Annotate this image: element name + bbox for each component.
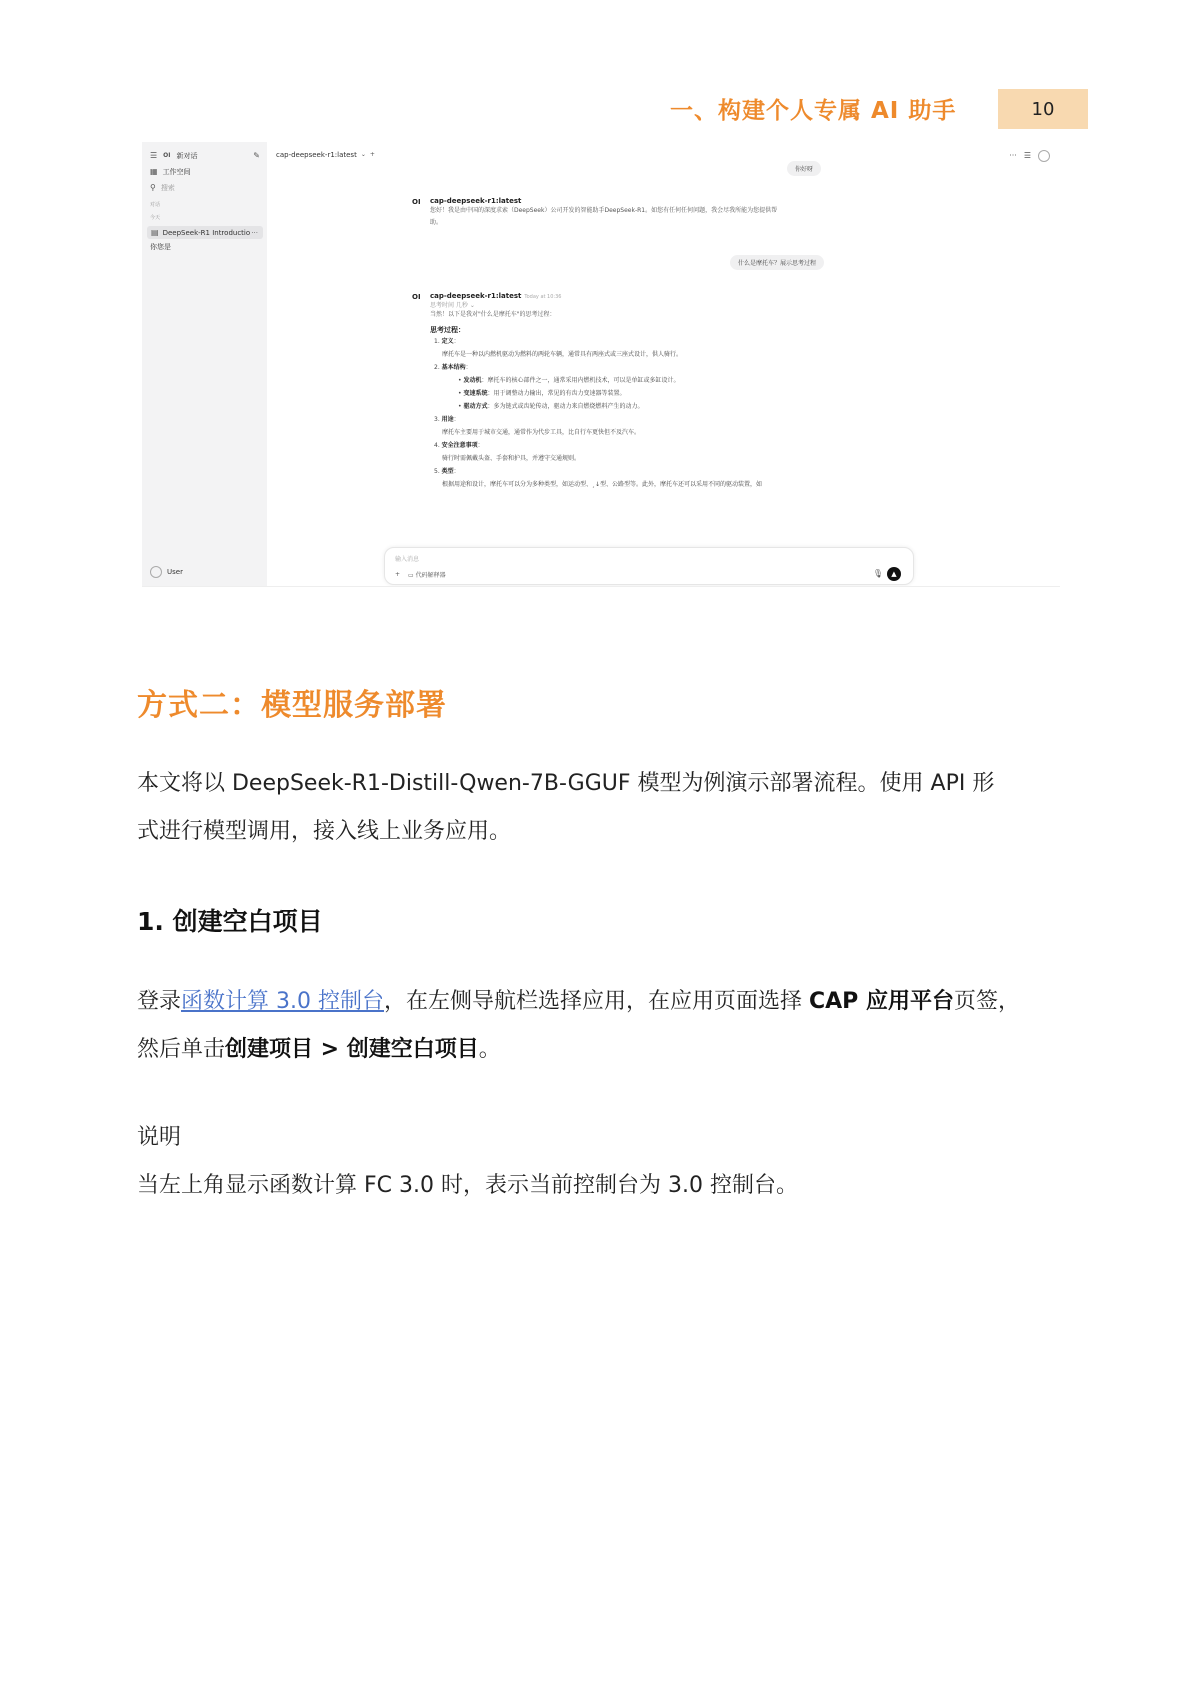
- chat-sidebar: [142, 142, 267, 586]
- assistant-model-name: cap-deepseek-r1:latest: [430, 197, 522, 205]
- list-item: • 驱动方式：多为链式或齿轮传动，驱动力来自燃烧燃料产生的动力。: [458, 403, 644, 410]
- chat-title: DeepSeek-R1 Introductio: [162, 228, 251, 237]
- avatar: [150, 566, 162, 578]
- user-message: 你好呀: [787, 161, 821, 176]
- sidebar-top: [150, 151, 260, 161]
- oi-logo-icon: OI: [412, 198, 421, 206]
- search-icon: ⚲: [150, 183, 156, 192]
- mic-icon[interactable]: 🎙: [872, 569, 883, 578]
- sidebar-item-label: 工作空间: [162, 168, 191, 176]
- note-label: 说明: [137, 1125, 182, 1150]
- sidebar-search[interactable]: [150, 183, 175, 193]
- chevron-down-icon: ⌄: [360, 151, 366, 158]
- note-text: 当左上角显示函数计算 FC 3.0 时，表示当前控制台为 3.0 控制台。: [137, 1173, 798, 1198]
- search-label: 搜索: [160, 184, 175, 192]
- intro-paragraph-line-1: 本文将以 DeepSeek-R1-Distill-Qwen-7B-GGUF 模型为例演示部署流程。使用 API 形: [137, 771, 995, 796]
- sidebar-chat-selected[interactable]: [147, 226, 263, 239]
- chat-input-box[interactable]: [384, 547, 914, 585]
- user-avatar-icon[interactable]: [1038, 150, 1050, 162]
- step-heading: 1. 创建空白项目: [137, 907, 323, 936]
- sidebar-date-label: 今天: [150, 214, 161, 221]
- list-item: • 发动机：摩托车的核心部件之一，通常采用内燃机技术，可以是单缸或多缸设计。: [458, 377, 680, 384]
- menu-icon[interactable]: ☰: [150, 151, 158, 160]
- add-model-icon[interactable]: +: [369, 151, 375, 158]
- list-item: 3. 用途：: [434, 416, 460, 423]
- thought-heading: 思考过程：: [430, 326, 465, 334]
- settings-icon[interactable]: ☰: [1023, 151, 1031, 160]
- chat-ui-screenshot: [142, 142, 1060, 587]
- list-item: 根据用途和设计，摩托车可以分为多种类型，如运动型、¸↓型、公路型等。此外，摩托车还可以采用不同的驱动装置，如: [442, 481, 763, 488]
- sidebar-item-notes[interactable]: 你您是: [150, 243, 171, 251]
- step-paragraph-line-2: 然后单击创建项目 > 创建空白项目。: [137, 1037, 501, 1062]
- workspace-icon: ▦: [150, 167, 158, 176]
- model-selector[interactable]: [276, 151, 375, 159]
- intro-paragraph-line-2: 式进行模型调用，接入线上业务应用。: [137, 819, 512, 844]
- list-item: • 变速系统：用于调整动力输出，常见的有齿力变速器等装置。: [458, 390, 626, 397]
- user-name: User: [167, 568, 183, 576]
- thinking-toggle[interactable]: 思考时间 几秒 ⌄: [430, 302, 475, 309]
- list-item: 4. 安全注意事项：: [434, 442, 484, 449]
- oi-logo-icon: OI: [163, 152, 171, 159]
- section-title: 方式二：模型服务部署: [137, 688, 447, 723]
- assistant-model-name: cap-deepseek-r1:latest Today at 10:36: [430, 292, 562, 300]
- input-tools: [395, 570, 446, 579]
- sidebar-item-workspace[interactable]: [150, 167, 191, 177]
- list-item: 骑行时需佩戴头盔、手套和护具，并遵守交通规则。: [442, 455, 581, 462]
- chat-icon: ▤: [151, 227, 159, 237]
- assistant-text: 当然！以下是我对"什么是摩托车"的思考过程：: [430, 311, 556, 318]
- message-time: Today at 10:36: [524, 294, 562, 300]
- top-right-tools: [1009, 150, 1050, 162]
- send-icon[interactable]: ▲: [887, 567, 901, 581]
- list-item: 1. 定义：: [434, 338, 460, 345]
- create-project-path: 创建项目 > 创建空白项目: [225, 1037, 479, 1062]
- list-item: 摩托车是一种以内燃机驱动为燃料的两轮车辆，通常具有两座式或三座式设计，供人骑行。: [442, 351, 683, 358]
- assistant-text: 您好！我是由中国的深度求索（DeepSeek）公司开发的智能助手DeepSeek-R1。如您有任何任何问题，我会尽我所能为您提供帮: [430, 207, 778, 214]
- sidebar-user[interactable]: [150, 566, 183, 578]
- assistant-message: [412, 292, 870, 491]
- sidebar-section-label: 对话: [150, 201, 161, 208]
- page-header-title: 一、构建个人专属 AI 助手: [670, 98, 957, 124]
- model-name: cap-deepseek-r1:latest: [276, 151, 357, 159]
- more-icon[interactable]: ···: [251, 228, 258, 237]
- user-message: 什么是摩托车？展示思考过程: [730, 255, 824, 270]
- more-options-icon[interactable]: ···: [1009, 151, 1017, 160]
- list-item: 摩托车主要用于城市交通，通常作为代步工具，比自行车更快但不及汽车。: [442, 429, 641, 436]
- chat-input-placeholder[interactable]: 输入消息: [395, 556, 420, 563]
- plus-icon[interactable]: +: [395, 571, 401, 578]
- new-chat-label[interactable]: 新对话: [176, 152, 198, 160]
- cap-platform-label: CAP 应用平台: [809, 989, 954, 1014]
- thought-list: [430, 335, 870, 491]
- code-interpreter-toggle[interactable]: ▭ 代码解释器: [408, 572, 446, 579]
- assistant-text: 助。: [430, 219, 443, 226]
- page-number: 10: [998, 89, 1088, 129]
- assistant-message: [412, 197, 870, 229]
- fc-console-link[interactable]: 函数计算 3.0 控制台: [181, 989, 384, 1014]
- list-item: 5. 类型：: [434, 468, 460, 475]
- step-paragraph-line-1: 登录函数计算 3.0 控制台，在左侧导航栏选择应用，在应用页面选择 CAP 应用平台页签，: [137, 989, 1020, 1014]
- list-item: 2. 基本结构：: [434, 364, 472, 371]
- oi-logo-icon: OI: [412, 293, 421, 301]
- edit-icon[interactable]: ✎: [253, 151, 260, 160]
